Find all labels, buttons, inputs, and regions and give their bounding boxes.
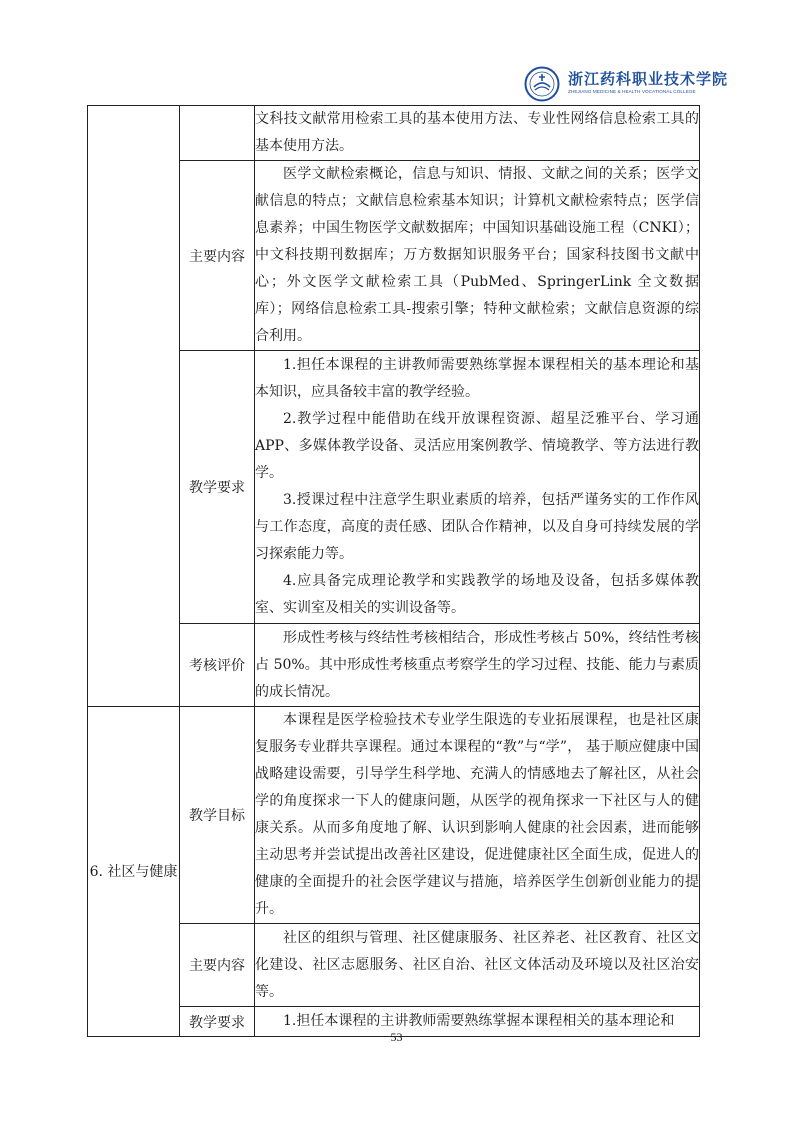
- paragraph: 1.担任本课程的主讲教师需要熟练掌握本课程相关的基本理论和: [283, 1013, 675, 1029]
- course-name-cell: [88, 106, 180, 707]
- course-name-cell: 6. 社区与健康: [88, 707, 180, 1037]
- row-label-cell: 主要内容: [180, 924, 255, 1007]
- table-row: [88, 106, 700, 161]
- paragraph: 1.担任本课程的主讲教师需要熟练掌握本课程相关的基本理论和基本知识，应具备较丰富的教学经验。: [255, 357, 699, 400]
- table-row: [88, 924, 700, 1007]
- row-content-cell: [255, 624, 700, 707]
- row-label-cell: 教学目标: [180, 707, 255, 924]
- table-row: [88, 624, 700, 707]
- header-logo: [524, 66, 729, 102]
- paragraph: 3.授课过程中注意学生职业素质的培养，包括严谨务实的工作作风与工作态度，高度的责任感、团队合作精神，以及自身可持续发展的学习探索能力等。: [255, 492, 699, 562]
- row-content-cell: [255, 924, 700, 1007]
- paragraph: 文科技文献常用检索工具的基本使用方法、专业性网络信息检索工具的基本使用方法。: [255, 111, 699, 154]
- row-content-cell: [255, 707, 700, 924]
- table-row: [88, 351, 700, 624]
- paragraph: 形成性考核与终结性考核相结合，形成性考核占 50%，终结性考核占 50%。其中形成性考核重点考察学生的学习过程、技能、能力与素质的成长情况。: [255, 629, 699, 700]
- paragraph: 本课程是医学检验技术专业学生限选的专业拓展课程，也是社区康复服务专业群共享课程。通过本课程的“教”与“学”， 基于顺应健康中国战略建设需要，引导学生科学地、充满人的情感地去了解社区，从社会学的角度探求一下人的健康问题，从医学的视角探求一下社区与人的健康关系。从而多角度地了解、认识到影响人健康的社会因素，进而能够主动思考并尝试提出改善社区建设，促进健康社区全面生成，促进人的健康的全面提升的社会医学建议与措施，培养医学生创新创业能力的提升。: [255, 712, 699, 917]
- row-label-cell: [180, 106, 255, 161]
- row-label-cell: 主要内容: [180, 161, 255, 351]
- college-emblem-icon: [524, 66, 560, 102]
- page-number: 53: [390, 1030, 403, 1044]
- paragraph: 4.应具备完成理论教学和实践教学的场地及设备，包括多媒体教室、实训室及相关的实训设备等。: [255, 573, 699, 616]
- curriculum-table: [87, 105, 700, 1037]
- school-name-cn: 浙江药科职业技术学院: [568, 70, 729, 88]
- row-label-cell: 考核评价: [180, 624, 255, 707]
- row-label-cell: 教学要求: [180, 351, 255, 624]
- paragraph: 社区的组织与管理、社区健康服务、社区养老、社区教育、社区文化建设、社区志愿服务、社区自治、社区文体活动及环境以及社区治安等。: [255, 929, 699, 1000]
- row-content-cell: [255, 351, 700, 624]
- paragraph: 医学文献检索概论，信息与知识、情报、文献之间的关系；医学文献信息的特点；文献信息检索基本知识；计算机文献检索特点；医学信息素养；中国生物医学文献数据库；中国知识基础设施工程（CNKI）；中文科技期刊数据库；万方数据知识服务平台；国家科技图书文献中心；外文医学文献检索工具（PubMed、SpringerLink 全文数据库）；网络信息检索工具-搜索引擎；特种文献检索；文献信息资源的综合利用。: [255, 166, 699, 344]
- paragraph: 2.教学过程中能借助在线开放课程资源、超星泛雅平台、学习通APP、多媒体教学设备、灵活应用案例教学、情境教学、等方法进行教学。: [255, 411, 699, 481]
- school-name-en: ZHEJIANG MEDICINE & HEALTH VOCATIONAL COLLEGE: [568, 89, 696, 94]
- row-content-cell: [255, 106, 700, 161]
- row-content-cell: [255, 161, 700, 351]
- row-label-cell: 教学要求: [180, 1007, 255, 1037]
- table-row: [88, 707, 700, 924]
- table-row: [88, 161, 700, 351]
